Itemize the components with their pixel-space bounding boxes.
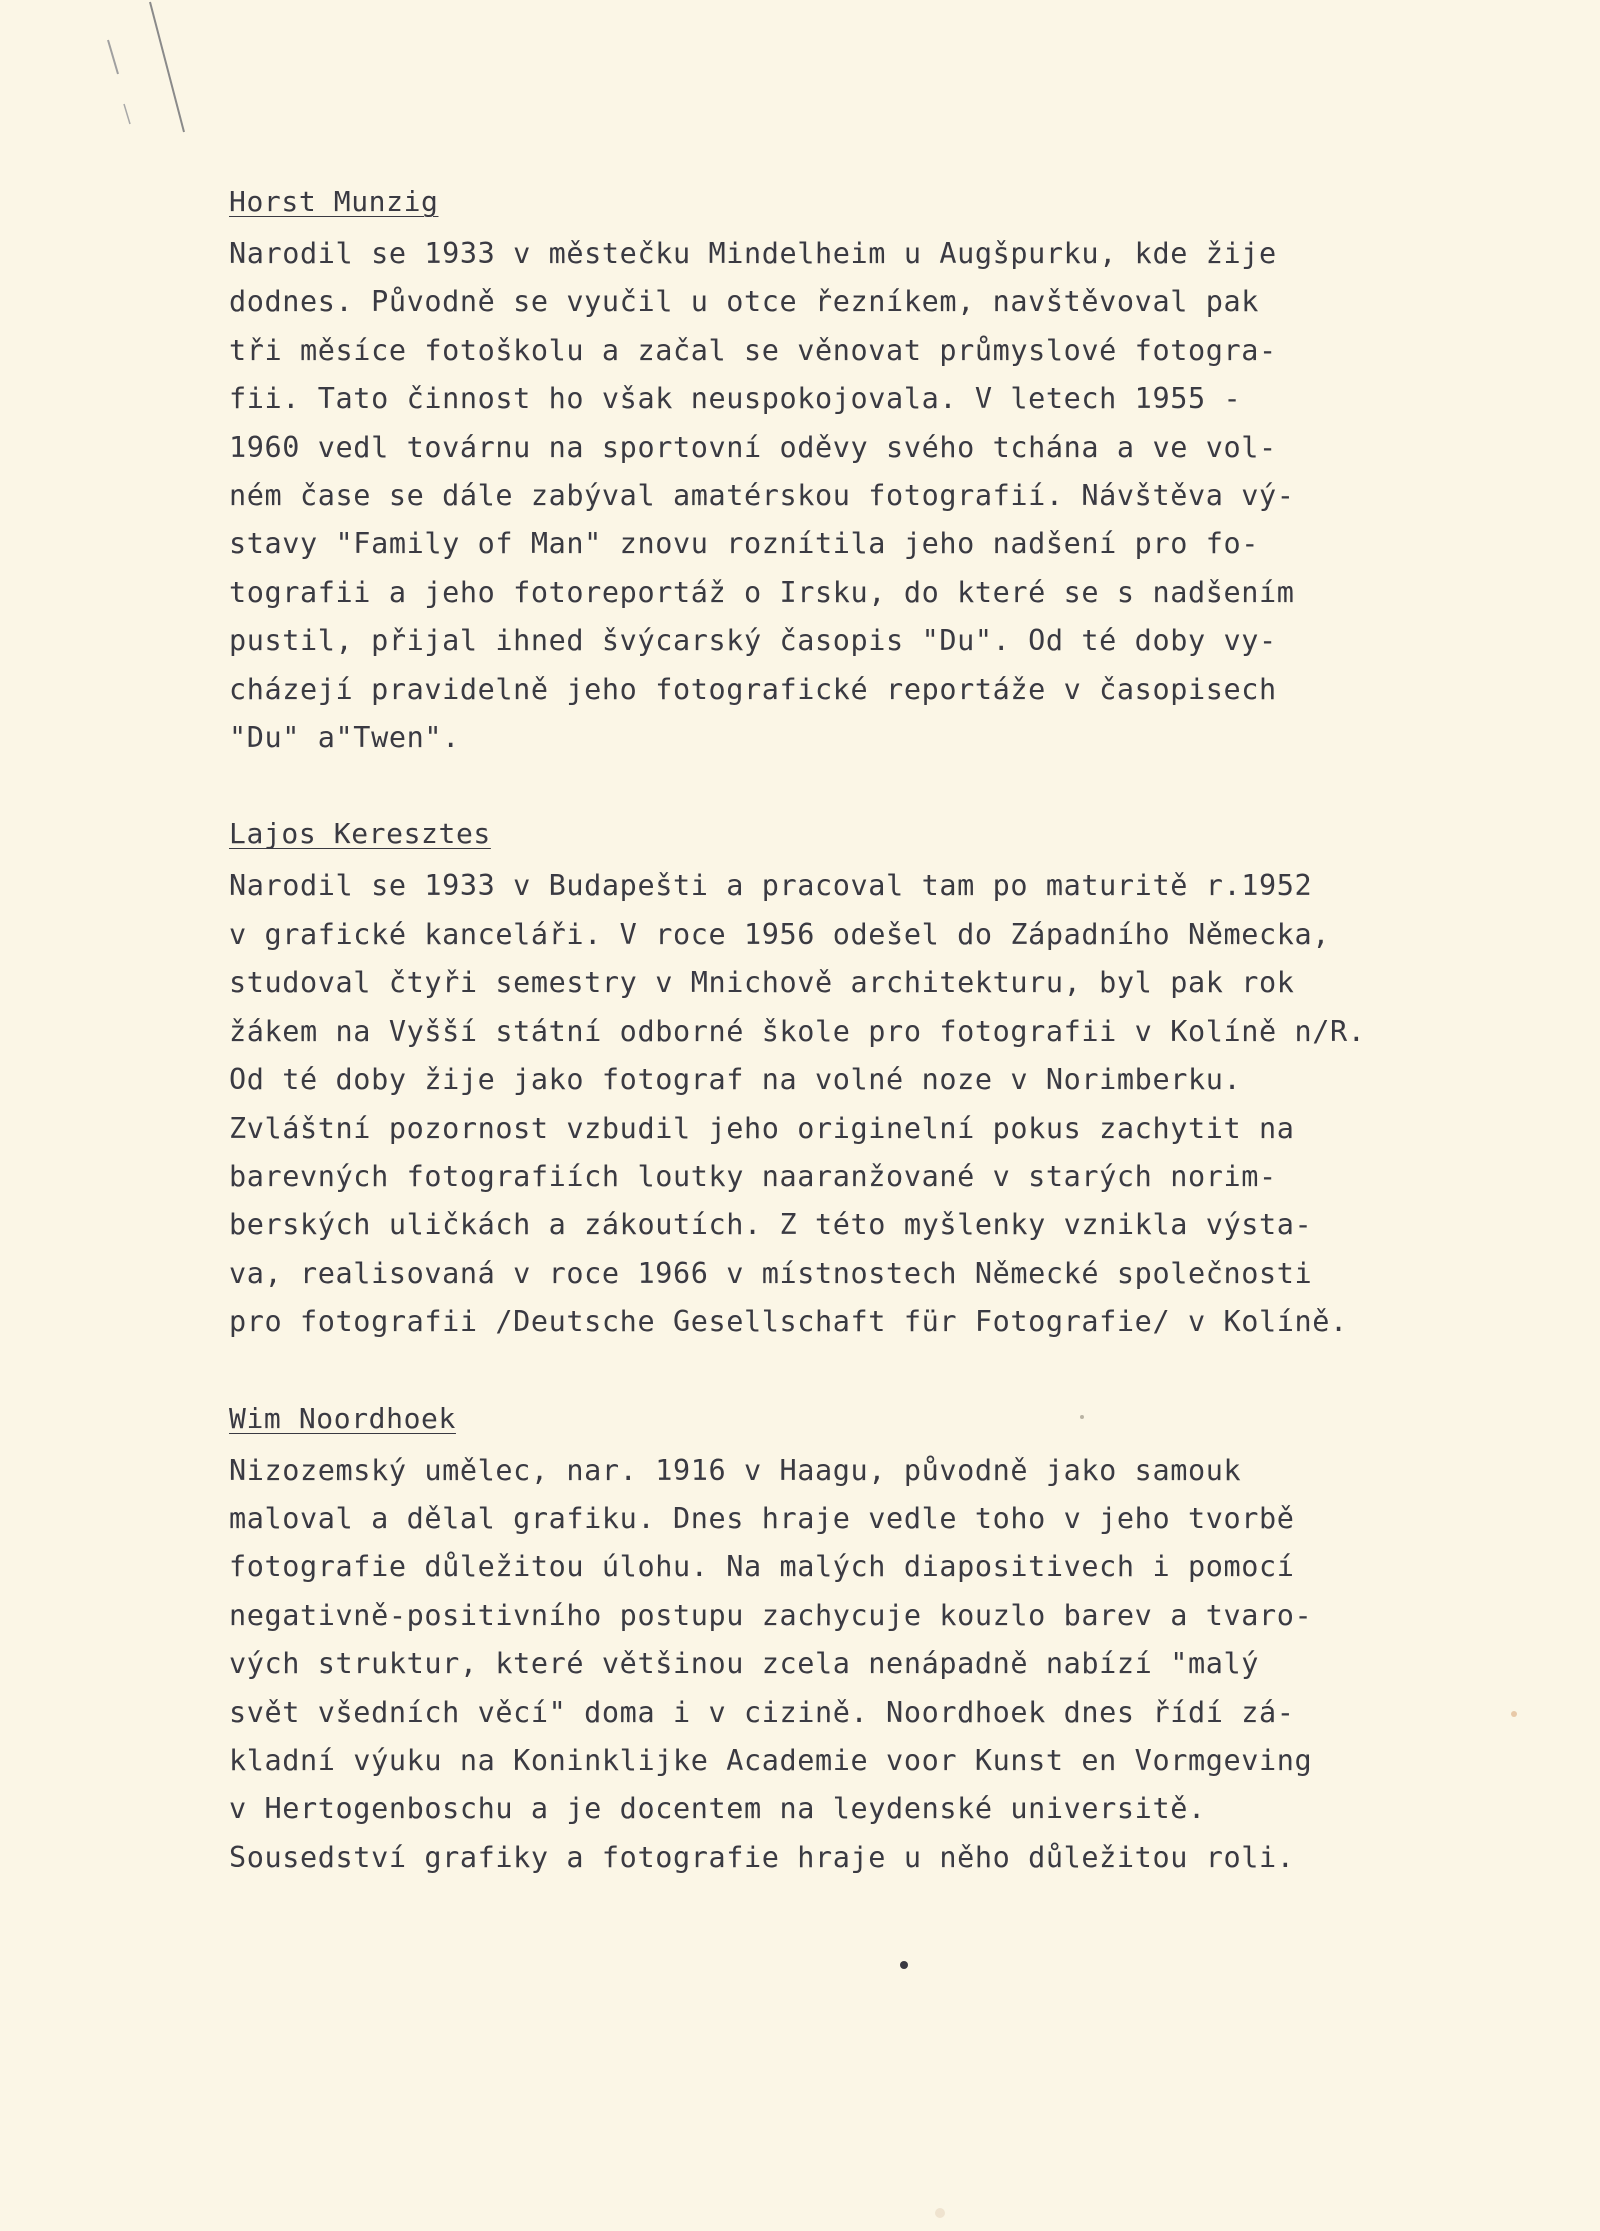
section-wim-noordhoek <box>229 1395 1509 1883</box>
section-lajos-keresztes <box>229 810 1509 1346</box>
text-line: dodnes. Původně se vyučil u otce řezníkem, navštěvoval pak <box>229 285 1259 319</box>
ink-dot-mark <box>935 2208 945 2218</box>
text-line: tři měsíce fotoškolu a začal se věnovat průmyslové fotogra- <box>229 333 1277 367</box>
section-heading: Lajos Keresztes <box>229 817 491 851</box>
text-line: kladní výuku na Koninklijke Academie voor Kunst en Vormgeving <box>229 1743 1313 1777</box>
text-line: Zvláštní pozornost vzbudil jeho originelní pokus zachytit na <box>229 1111 1295 1145</box>
text-line: studoval čtyři semestry v Mnichově architekturu, byl pak rok <box>229 966 1295 1000</box>
text-line: berských uličkách a zákoutích. Z této myšlenky vznikla výsta- <box>229 1208 1313 1242</box>
text-line: Sousedství grafiky a fotografie hraje u něho důležitou roli. <box>229 1840 1295 1874</box>
text-line: "Du" a"Twen". <box>229 721 460 755</box>
text-line: Narodil se 1933 v městečku Mindelheim u Augšpurku, kde žije <box>229 237 1277 270</box>
text-line: maloval a dělal grafiku. Dnes hraje vedle toho v jeho tvorbě <box>229 1501 1295 1535</box>
text-line: Od té doby žije jako fotograf na volné noze v Norimberku. <box>229 1063 1242 1097</box>
text-line: Nizozemský umělec, nar. 1916 v Haagu, původně jako samouk <box>229 1453 1242 1487</box>
text-line: v Hertogenboschu a je docentem na leydenské universitě. <box>229 1792 1206 1826</box>
text-line: negativně-positivního postupu zachycuje kouzlo barev a tvaro- <box>229 1598 1313 1632</box>
text-line: stavy "Family of Man" znovu roznítila jeho nadšení pro fo- <box>229 527 1259 561</box>
document-body <box>229 178 1509 1882</box>
text-line: 1960 vedl továrnu na sportovní oděvy svého tchána a ve vol- <box>229 430 1277 464</box>
text-line: žákem na Vyšší státní odborné škole pro fotografii v Kolíně n/R. <box>229 1014 1366 1048</box>
text-line: va, realisovaná v roce 1966 v místnostech Německé společnosti <box>229 1256 1313 1290</box>
text-line: fii. Tato činnost ho však neuspokojovala. V letech 1955 - <box>229 382 1242 416</box>
pencil-stroke-mark <box>150 2 184 132</box>
text-line: v grafické kanceláři. V roce 1956 odešel do Západního Německa, <box>229 917 1331 951</box>
section-horst-munzig <box>229 178 1509 762</box>
text-line: pustil, přijal ihned švýcarský časopis "Du". Od té doby vy- <box>229 624 1277 658</box>
section-heading: Wim Noordhoek <box>229 1401 456 1435</box>
text-line: cházejí pravidelně jeho fotografické reportáže v časopisech <box>229 672 1277 706</box>
text-line: pro fotografii /Deutsche Gesellschaft für Fotografie/ v Kolíně. <box>229 1305 1348 1339</box>
text-line: fotografie důležitou úlohu. Na malých diapositivech i pomocí <box>229 1550 1295 1584</box>
section-heading: Horst Munzig <box>229 185 439 218</box>
ink-dot-mark <box>900 1961 908 1969</box>
ink-dot-mark <box>1511 1711 1517 1717</box>
text-line: svět všedních věcí" doma i v cizině. Noordhoek dnes řídí zá- <box>229 1695 1295 1729</box>
text-line: Narodil se 1933 v Budapešti a pracoval tam po maturitě r.1952 <box>229 869 1313 903</box>
text-line: tografii a jeho fotoreportáž o Irsku, do které se s nadšením <box>229 575 1295 609</box>
pencil-stroke-mark <box>124 104 130 124</box>
pencil-stroke-mark <box>108 40 118 74</box>
text-line: barevných fotografiích loutky naaranžované v starých norim- <box>229 1159 1277 1193</box>
text-line: vých struktur, které většinou zcela nenápadně nabízí "malý <box>229 1647 1259 1681</box>
text-line: ném čase se dále zabýval amatérskou fotografií. Návštěva vý- <box>229 479 1295 513</box>
